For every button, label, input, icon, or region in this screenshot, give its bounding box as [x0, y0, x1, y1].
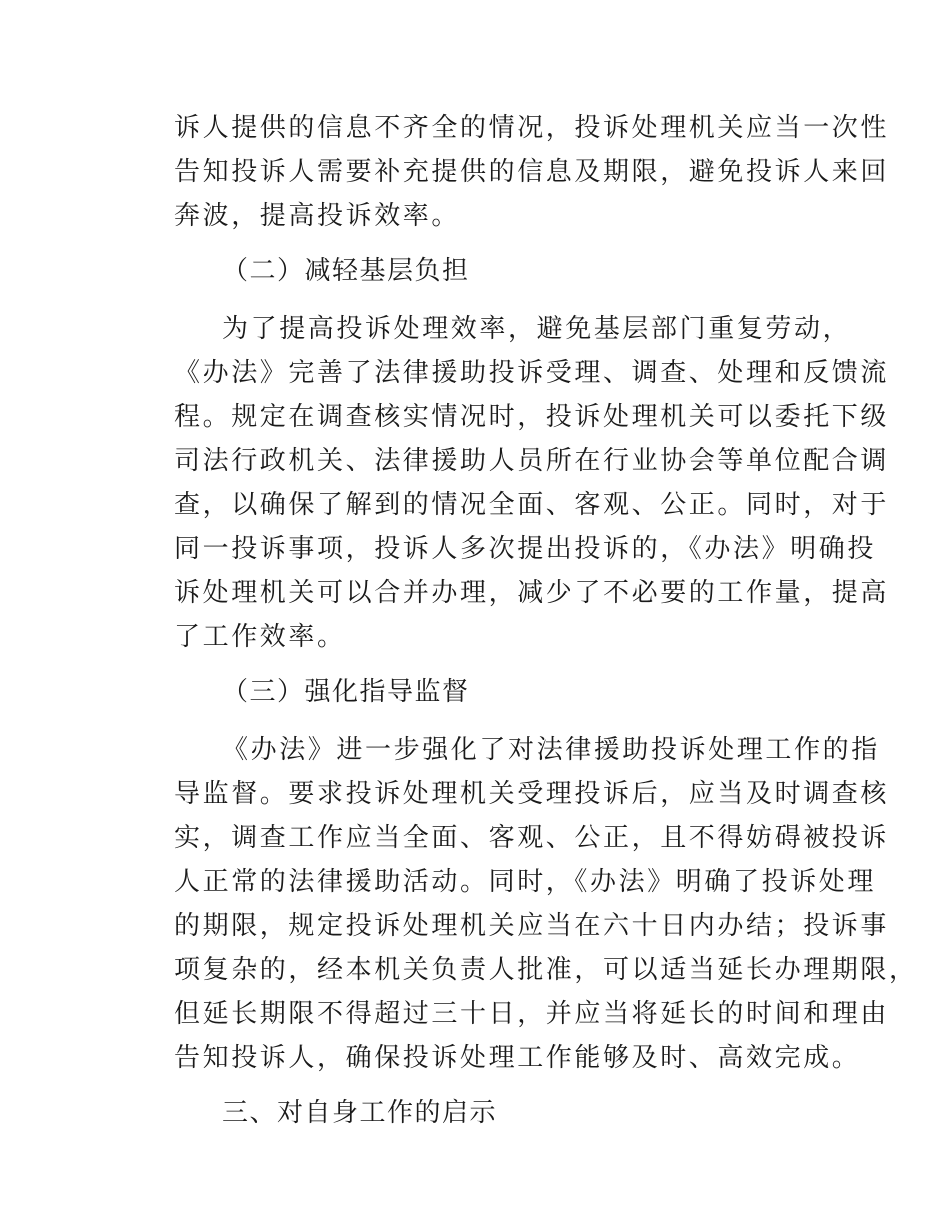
paragraph-line: 导监督。要求投诉处理机关受理投诉后，应当及时调查核: [174, 779, 890, 809]
paragraph-line: 司法行政机关、法律援助人员所在行业协会等单位配合调: [174, 446, 890, 476]
paragraph-line: 为了提高投诉处理效率，避免基层部门重复劳动，: [222, 314, 852, 344]
paragraph-line: 诉处理机关可以合并办理，减少了不必要的工作量，提高: [174, 578, 890, 608]
paragraph-line: 查，以确保了解到的情况全面、客观、公正。同时，对于: [174, 490, 890, 520]
paragraph-line: 《办法》进一步强化了对法律援助投诉处理工作的指: [222, 735, 880, 765]
section-heading: （三）强化指导监督: [222, 677, 470, 707]
paragraph-line: 项复杂的，经本机关负责人批准，可以适当延长办理期限，: [174, 955, 918, 985]
section-heading: （二）减轻基层负担: [222, 256, 470, 286]
paragraph-line: 实，调查工作应当全面、客观、公正，且不得妨碍被投诉: [174, 823, 890, 853]
paragraph-line: 诉人提供的信息不齐全的情况，投诉处理机关应当一次性: [174, 113, 890, 143]
paragraph-line: 的期限，规定投诉处理机关应当在六十日内办结；投诉事: [174, 911, 890, 941]
paragraph-line: 告知投诉人需要补充提供的信息及期限，避免投诉人来回: [174, 157, 890, 187]
paragraph-line: 同一投诉事项，投诉人多次提出投诉的，《办法》明确投: [174, 534, 877, 564]
paragraph-line: 奔波，提高投诉效率。: [174, 201, 461, 231]
paragraph-line: 《办法》完善了法律援助投诉受理、调查、处理和反馈流: [174, 358, 890, 388]
paragraph-line: 但延长期限不得超过三十日，并应当将延长的时间和理由: [174, 999, 890, 1029]
paragraph-line: 程。规定在调查核实情况时，投诉处理机关可以委托下级: [174, 402, 890, 432]
paragraph-line: 了工作效率。: [174, 622, 346, 652]
section-heading: 三、对自身工作的启示: [222, 1098, 498, 1128]
paragraph-line: 告知投诉人，确保投诉处理工作能够及时、高效完成。: [174, 1043, 861, 1073]
paragraph-line: 人正常的法律援助活动。同时，《办法》明确了投诉处理: [174, 867, 877, 897]
